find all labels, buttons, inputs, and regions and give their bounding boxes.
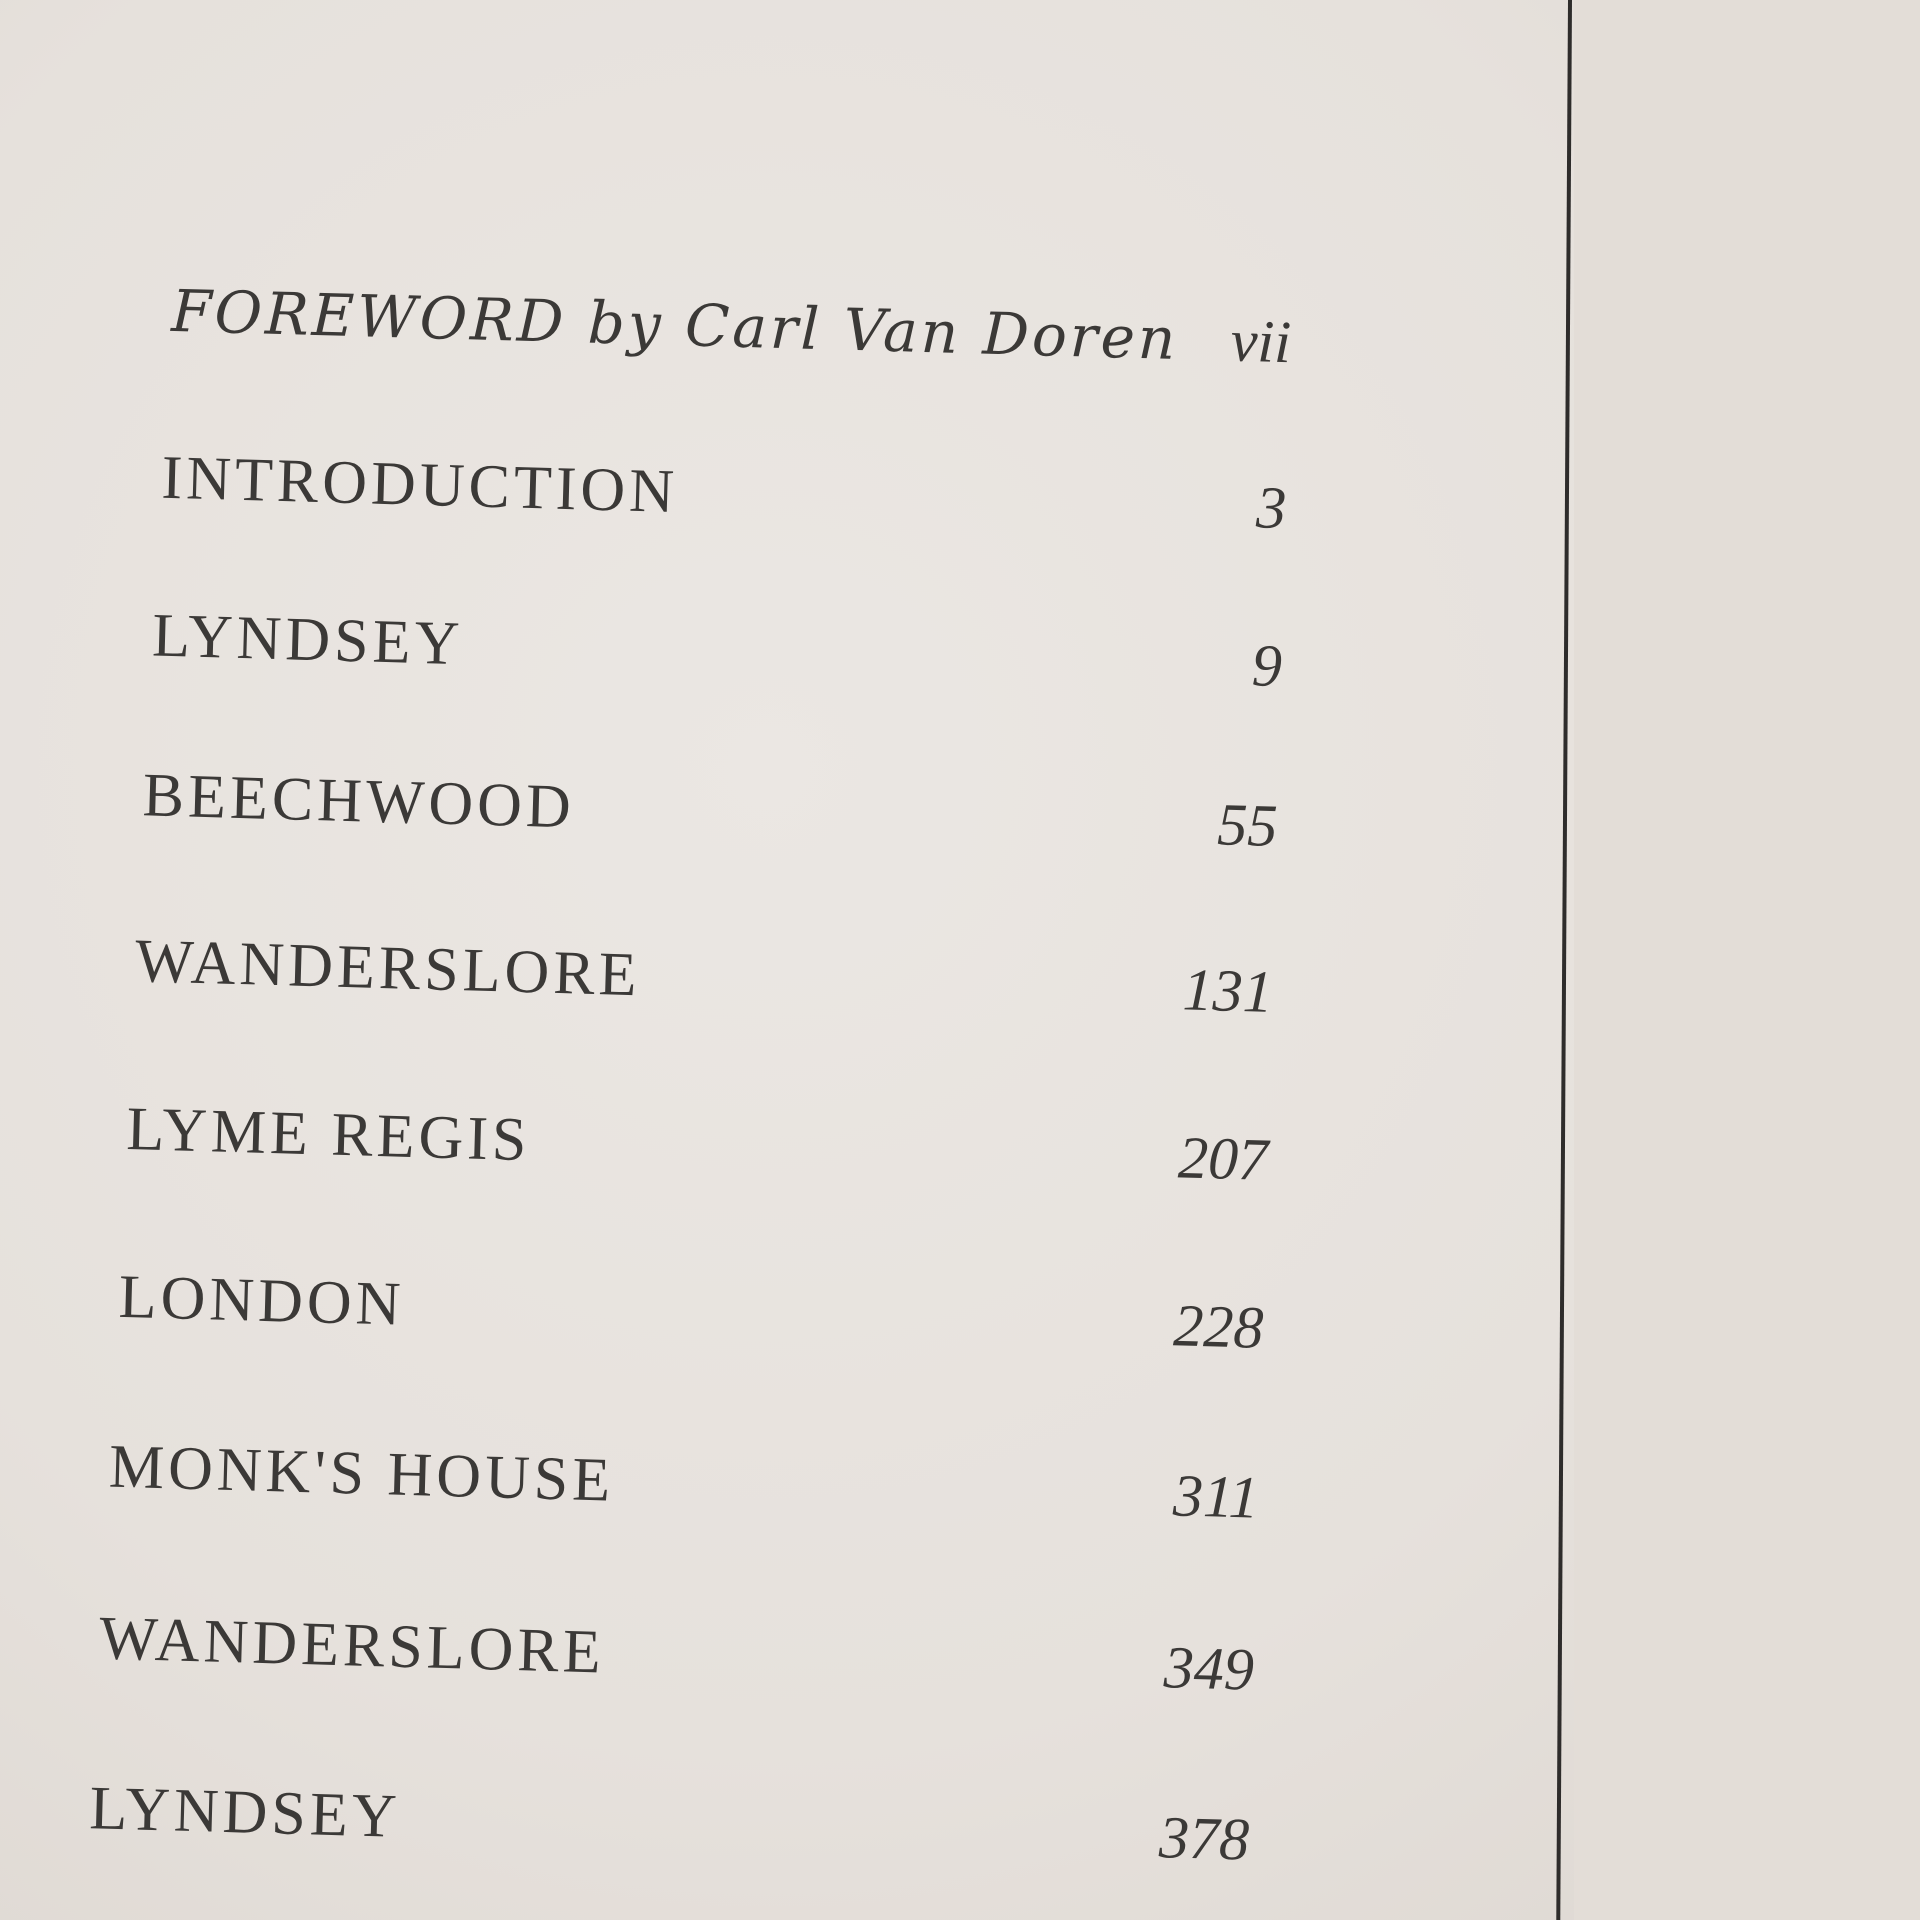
toc-entry-foreword	[0, 272, 1292, 398]
toc-entry-introduction	[0, 438, 1287, 564]
toc-entry-lyndsey	[0, 596, 1283, 722]
toc-entry-title: WANDERSLORE	[134, 927, 642, 1010]
toc-entry-page: 311	[1172, 1462, 1260, 1531]
toc-entry-title: LYME REGIS	[125, 1094, 532, 1175]
toc-entry-title: WANDERSLORE	[98, 1604, 606, 1687]
toc-entry-monks-house	[0, 1427, 1260, 1553]
toc-entry-page: 9	[1250, 632, 1283, 700]
toc-entry-page: 3	[1255, 474, 1288, 542]
toc-entry-page: 55	[1216, 791, 1279, 859]
toc-entry-page: 349	[1162, 1634, 1255, 1703]
toc-entry-title: MONK'S HOUSE	[108, 1432, 616, 1515]
toc-entry-page: 228	[1172, 1292, 1265, 1361]
toc-entry-title: LYNDSEY	[151, 601, 465, 679]
facing-page	[1574, 0, 1920, 1920]
toc-entry-london	[0, 1258, 1264, 1384]
toc-entry-title: INTRODUCTION	[160, 443, 679, 527]
toc-entry-page: 378	[1158, 1804, 1251, 1873]
toc-entry-title: BEECHWOOD	[141, 761, 576, 842]
toc-entry-beechwood	[0, 756, 1278, 882]
page-gutter-line	[1556, 0, 1572, 1920]
toc-entry-page: 207	[1177, 1124, 1270, 1193]
toc-entry-lyndsey-2	[0, 1769, 1250, 1895]
toc-entry-wanderslore	[0, 922, 1274, 1048]
toc-entry-title: LONDON	[117, 1262, 406, 1339]
toc-entry-title: LYNDSEY	[88, 1774, 402, 1851]
toc-entry-lyme-regis	[0, 1090, 1269, 1216]
toc-entry-page: vii	[1230, 307, 1292, 376]
toc-entry-wanderslore-2	[0, 1599, 1255, 1725]
toc-entry-title: FOREWORD by Carl Van Doren	[170, 276, 1180, 374]
toc-entry-page: 131	[1181, 956, 1274, 1025]
